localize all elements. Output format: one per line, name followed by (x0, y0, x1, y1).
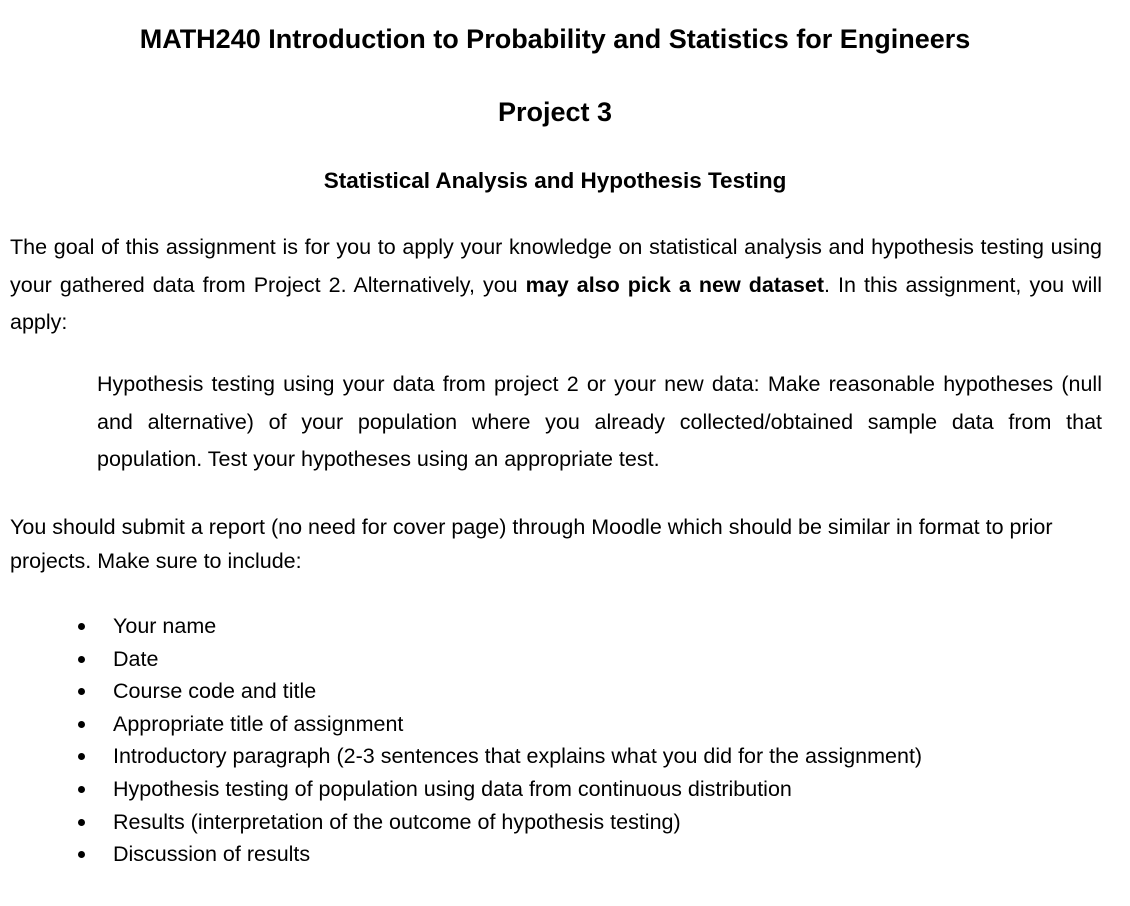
checklist-item (0, 708, 922, 741)
checklist-item (0, 610, 922, 643)
checklist-item (0, 838, 922, 871)
intro-text-end: . In this assignment, you will apply: (10, 272, 1102, 334)
checklist-item (0, 643, 922, 676)
checklist-item-label: Results (interpretation of the outcome of hypothesis testing) (113, 809, 681, 834)
bullet-icon (78, 656, 85, 663)
intro-paragraph (10, 229, 1102, 342)
intro-text-start: The goal of this assignment is for you to apply your knowledge on statistical analysis and hypothesis testing using your gathered data from Project 2. Alternatively, you (10, 235, 1102, 297)
bullet-icon (78, 786, 85, 793)
checklist-item-label: Date (113, 646, 159, 671)
submission-paragraph: You should submit a report (no need for cover page) through Moodle which should be similar in format to prior projects. Make sure to include: (10, 515, 1053, 573)
bullet-icon (78, 819, 85, 826)
checklist-item (0, 773, 922, 806)
report-checklist (0, 610, 922, 871)
checklist-item-label: Introductory paragraph (2-3 sentences that explains what you did for the assignment) (113, 744, 923, 769)
intro-emphasis: may also pick a new dataset (525, 272, 824, 297)
checklist-item (0, 675, 922, 708)
checklist-item-label: Discussion of results (113, 842, 311, 867)
checklist-item (0, 806, 922, 839)
bullet-icon (78, 753, 85, 760)
checklist-item-label: Appropriate title of assignment (113, 711, 404, 736)
bullet-icon (78, 623, 85, 630)
checklist-item (0, 740, 922, 773)
project-title: Project 3 (497, 97, 613, 127)
checklist-item-label: Course code and title (113, 679, 317, 704)
bullet-icon (78, 688, 85, 695)
checklist-item-label: Your name (113, 614, 217, 638)
assignment-subtitle: Statistical Analysis and Hypothesis Testing (323, 168, 787, 193)
task-paragraph: Hypothesis testing using your data from project 2 or your new data: Make reasonable hypotheses (null and alternative) of your population where you already collected/obtained sample data from that population. Test your hypotheses using an appropriate test. (97, 372, 1102, 471)
checklist-item-label: Hypothesis testing of population using data from continuous distribution (113, 776, 792, 801)
bullet-icon (78, 721, 85, 728)
course-title: MATH240 Introduction to Probability and Statistics for Engineers (139, 24, 971, 54)
bullet-icon (78, 851, 85, 858)
